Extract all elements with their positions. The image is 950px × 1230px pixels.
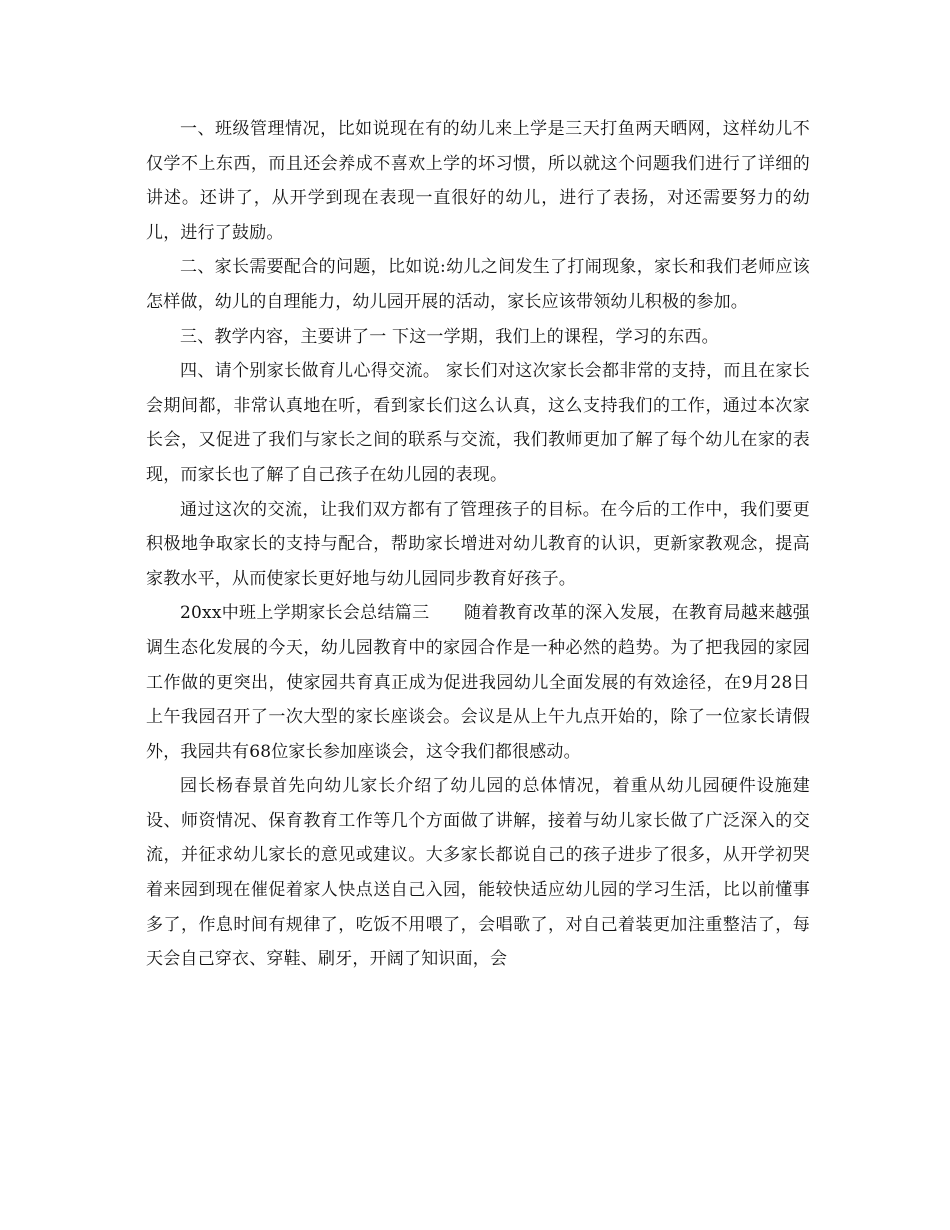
paragraph-exchange-summary: 通过这次的交流，让我们双方都有了管理孩子的目标。在今后的工作中，我们要更积极地争取家长的支持与配合，帮助家长增进对幼儿教育的认识，更新家教观念，提高家教水平，从而使家长更好地与幼儿园同步教育好孩子。 bbox=[146, 499, 810, 589]
paragraph-parent-cooperation: 二、家长需要配合的问题，比如说:幼儿之间发生了打闹现象，家长和我们老师应该怎样做，幼儿的自理能力，幼儿园开展的活动，家长应该带领幼儿积极的参加。 bbox=[146, 257, 810, 312]
paragraph-class-management: 一、班级管理情况，比如说现在有的幼儿来上学是三天打鱼两天晒网，这样幼儿不仅学不上东西，而且还会养成不喜欢上学的坏习惯，所以就这个问题我们进行了详细的讲述。还讲了，从开学到现在表现一直很好的幼儿，进行了表扬，对还需要努力的幼儿，进行了鼓励。 bbox=[146, 119, 810, 243]
paragraph-parent-exchange: 四、请个别家长做育儿心得交流。 家长们对这次家长会都非常的支持，而且在家长会期间都，非常认真地在听，看到家长们这么认真，这么支持我们的工作，通过本次家长会，又促进了我们与家长之间的联系与交流，我们教师更加了解了每个幼儿在家的表现，而家长也了解了自己孩子在幼儿园的表现。 bbox=[146, 361, 810, 485]
paragraph-part-three-intro: 20xx中班上学期家长会总结篇三 随着教育改革的深入发展，在教育局越来越强调生态化发展的今天，幼儿园教育中的家园合作是一种必然的趋势。为了把我园的家园工作做的更突出，使家园共育真正成为促进我园幼儿全面发展的有效途径，在9月28日上午我园召开了一次大型的家长座谈会。会议是从上午九点开始的，除了一位家长请假外，我园共有68位家长参加座谈会，这令我们都很感动。 bbox=[146, 603, 810, 762]
paragraph-teaching-content: 三、教学内容，主要讲了一 下这一学期，我们上的课程，学习的东西。 bbox=[180, 326, 719, 347]
paragraph-principal-introduction: 园长杨春景首先向幼儿家长介绍了幼儿园的总体情况，着重从幼儿园硬件设施建设、师资情况、保育教育工作等几个方面做了讲解，接着与幼儿家长做了广泛深入的交流，并征求幼儿家长的意见或建议。大多家长都说自己的孩子进步了很多，从开学初哭着来园到现在催促着家人快点送自己入园，能较快适应幼儿园的学习生活，比以前懂事多了，作息时间有规律了，吃饭不用喂了，会唱歌了，对自己着装更加注重整洁了，每天会自己穿衣、穿鞋、刷牙，开阔了知识面，会 bbox=[146, 776, 810, 970]
document-body bbox=[146, 112, 810, 977]
